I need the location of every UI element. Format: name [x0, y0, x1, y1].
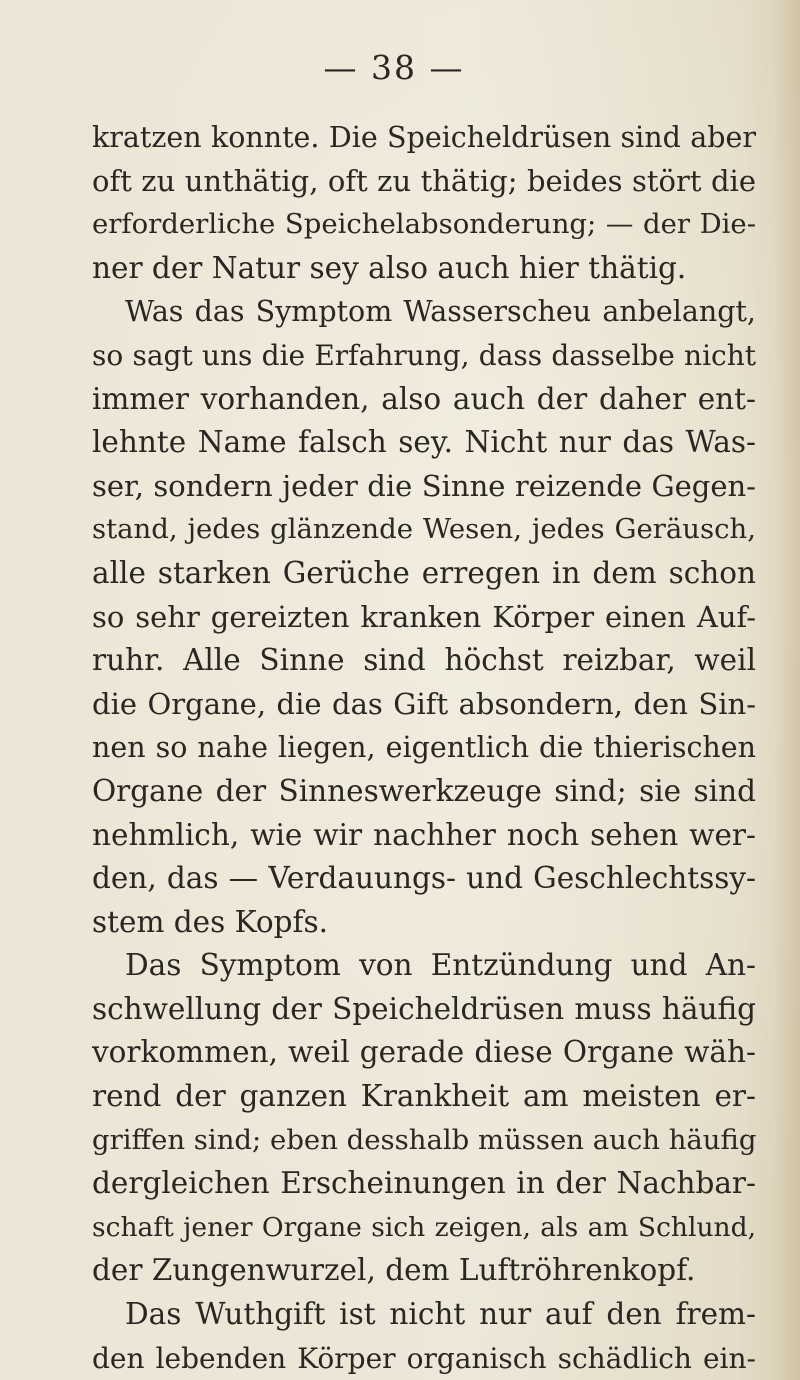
- page-number: — 38 —: [323, 48, 465, 87]
- text-line: ruhr. Alle Sinne sind höchst reizbar, weil: [92, 643, 756, 678]
- text-line: kratzen konnte. Die Speicheldrüsen sind aber: [92, 121, 756, 154]
- text-line: griffen sind; eben desshalb müssen auch häufig: [92, 1123, 757, 1156]
- page-edge-shadow: [774, 0, 800, 1380]
- text-line: so sagt uns die Erfahrung, dass dasselbe nicht: [92, 338, 756, 372]
- text-line: stem des Kopfs.: [92, 904, 328, 939]
- text-line: vorkommen, weil gerade diese Organe wäh-: [92, 1035, 756, 1070]
- text-line: immer vorhanden, also auch der daher ent-: [92, 381, 756, 416]
- text-line: nen so nahe liegen, eigentlich die thierischen: [92, 731, 756, 765]
- text-line: so sehr gereizten kranken Körper einen Auf-: [92, 599, 756, 634]
- text-line: Das Wuthgift ist nicht nur auf den frem-: [125, 1297, 756, 1332]
- text-line: alle starken Gerüche erregen in dem schon: [92, 555, 756, 590]
- body-text: [92, 116, 756, 1380]
- text-line: die Organe, die das Gift absondern, den Sin-: [92, 686, 756, 721]
- text-line: schaft jener Organe sich zeigen, als am Schlund,: [92, 1211, 756, 1243]
- text-line: ner der Natur sey also auch hier thätig.: [92, 250, 687, 285]
- text-line: Das Symptom von Entzündung und An-: [125, 948, 756, 983]
- text-line: den lebenden Körper organisch schädlich ein-: [92, 1341, 756, 1375]
- text-line: oft zu unthätig, oft zu thätig; beides stört die: [92, 163, 756, 198]
- text-line: erforderliche Speichelabsonderung; — der Die-: [92, 208, 756, 241]
- text-line: Organe der Sinneswerkzeuge sind; sie sind: [92, 773, 756, 808]
- text-line: den, das — Verdauungs- und Geschlechtssy-: [92, 861, 756, 896]
- text-line: lehnte Name falsch sey. Nicht nur das Was-: [92, 425, 756, 460]
- text-line: rend der ganzen Krankheit am meisten er-: [92, 1079, 756, 1114]
- text-line: der Zungenwurzel, dem Luftröhrenkopf.: [92, 1253, 696, 1288]
- text-line: dergleichen Erscheinungen in der Nachbar-: [92, 1166, 756, 1201]
- text-line: schwellung der Speicheldrüsen muss häufig: [92, 991, 756, 1026]
- text-line: ser, sondern jeder die Sinne reizende Gegen-: [92, 468, 756, 503]
- text-line: stand, jedes glänzende Wesen, jedes Geräusch,: [92, 513, 756, 546]
- text-line: Was das Symptom Wasserscheu anbelangt,: [125, 295, 756, 329]
- text-line: nehmlich, wie wir nachher noch sehen wer-: [92, 817, 756, 852]
